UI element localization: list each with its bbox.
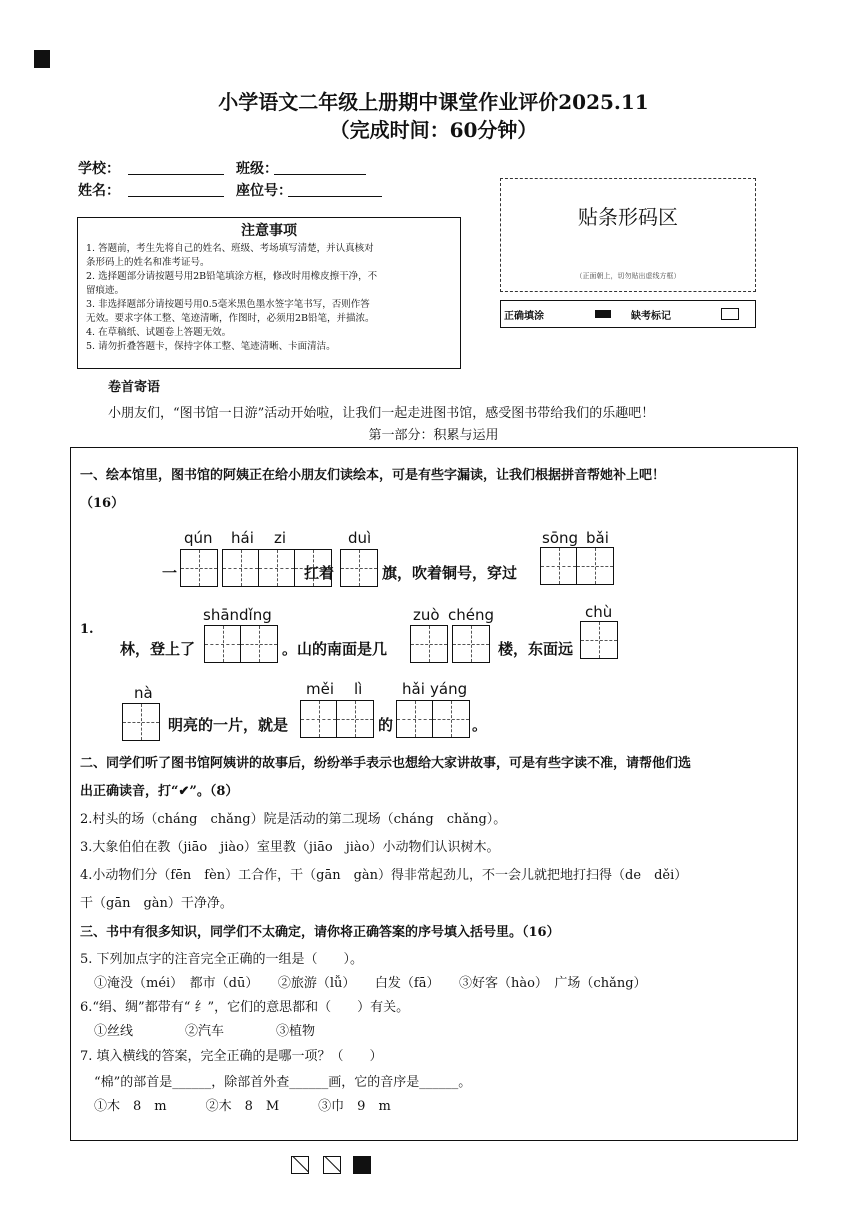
barcode-label: 贴条形码区 [578, 205, 678, 229]
sentence-text: 明亮的一片，就是 [168, 716, 289, 734]
sentence-text: 扛着 [304, 564, 335, 582]
preface-title: 卷首寄语 [108, 380, 161, 395]
tianzige-cell[interactable] [337, 701, 373, 737]
q2-heading-cont: 出正确读音，打“✔”。（8） [80, 784, 239, 799]
tianzige-group[interactable] [300, 700, 374, 738]
notice-list [78, 242, 460, 354]
preface-text: 小朋友们，“图书馆一日游”活动开始啦，让我们一起走进图书馆，感受图书带给我们的乐趣吧！ [108, 406, 655, 421]
tianzige-cell[interactable] [205, 626, 241, 662]
tianzige-cell[interactable] [411, 626, 447, 662]
tianzige-group[interactable] [452, 625, 490, 663]
pinyin: sōng [542, 529, 579, 547]
notice-box [77, 217, 461, 369]
q1-score: （16） [80, 496, 125, 511]
pinyin: bǎi [586, 529, 609, 547]
notice-item: 4. 在草稿纸、试题卷上答题无效。 [86, 327, 232, 338]
page-marker [291, 1156, 309, 1174]
sentence-text: 的 [378, 716, 394, 734]
tianzige-group[interactable] [410, 625, 448, 663]
tianzige-cell[interactable] [301, 701, 337, 737]
corner-marker [34, 50, 50, 68]
q7-question: 7. 填入横线的答案，完全正确的是哪一项？（ ） [80, 1049, 383, 1064]
pinyin: duì [348, 529, 372, 547]
sentence-text: 旗，吹着铜号，穿过 [382, 564, 518, 582]
pinyin: yáng [430, 680, 468, 698]
barcode-hint: （正面朝上，切勿贴出虚线方框） [575, 272, 681, 280]
q7-options: ①木 8 m ②木 8 M ③巾 9 m [94, 1099, 391, 1114]
pinyin: shāndǐng [203, 606, 272, 624]
tianzige-cell[interactable] [241, 626, 277, 662]
page-marker [323, 1156, 341, 1174]
q1-number: 1. [80, 622, 94, 637]
part-title: 第一部分：积累与运用 [368, 428, 499, 443]
notice-item: 3. 非选择题部分请按题号用0.5毫米黑色墨水签字笔书写，否则作答 [86, 299, 370, 310]
tianzige-cell[interactable] [341, 550, 377, 586]
q2-item: 干（gān gàn）干净净。 [80, 896, 233, 911]
tianzige-group[interactable] [180, 549, 218, 587]
pinyin: hǎi [402, 680, 425, 698]
notice-item: 留痕迹。 [86, 285, 125, 296]
pinyin: zuò [413, 606, 440, 624]
seat-field[interactable] [288, 196, 382, 197]
tianzige-cell[interactable] [181, 550, 217, 586]
tianzige-cell[interactable] [259, 550, 295, 586]
tianzige-group[interactable] [122, 703, 160, 741]
q2-heading: 二、同学们听了图书馆阿姨讲的故事后，纷纷举手表示也想给大家讲故事，可是有些字读不准，请帮他们选 [80, 756, 692, 771]
tianzige-group[interactable] [580, 621, 618, 659]
q5-options: ①淹没（méi） 都市（dū） ②旅游（lǚ） 白发（fā） ③好客（hào） 广场（chǎng） [94, 976, 647, 991]
class-label: 班级： [236, 161, 278, 177]
sentence-text: 楼，东面远 [498, 640, 574, 658]
q6-options: ①丝线 ②汽车 ③植物 [94, 1024, 316, 1039]
pinyin: chéng [448, 606, 495, 624]
pinyin: měi [306, 680, 335, 698]
tianzige-cell[interactable] [577, 548, 613, 584]
tianzige-cell[interactable] [123, 704, 159, 740]
notice-item: 无效。要求字体工整、笔迹清晰，作图时，必须用2B铅笔，并描浓。 [86, 313, 375, 324]
tianzige-cell[interactable] [223, 550, 259, 586]
name-label: 姓名： [78, 183, 120, 199]
page-subtitle: （完成时间：60分钟） [329, 118, 538, 142]
sentence-text: 一 [162, 564, 178, 582]
notice-item: 5. 请勿折叠答题卡，保持字体工整、笔迹清晰、卡面清洁。 [86, 341, 336, 352]
sentence-text: 林，登上了 [120, 640, 196, 658]
class-field[interactable] [274, 174, 366, 175]
q7-stem: “棉”的部首是______，除部首外查______画，它的音序是______。 [94, 1075, 472, 1090]
q2-item: 3.大象伯伯在教（jiāo jiào）室里教（jiāo jiào）小动物们认识树木。 [80, 840, 500, 855]
barcode-area[interactable] [500, 178, 756, 292]
q6-question: 6.“绢、绸”都带有“ 纟”，它们的意思都和（ ）有关。 [80, 1000, 410, 1015]
q3-heading: 三、书中有很多知识，同学们不太确定，请你将正确答案的序号填入括号里。（16） [80, 925, 560, 940]
q1-heading: 一、绘本馆里，图书馆的阿姨正在给小朋友们读绘本，可是有些字漏读，让我们根据拼音帮她补上吧！ [80, 468, 666, 483]
school-field[interactable] [128, 174, 224, 175]
tianzige-cell[interactable] [581, 622, 617, 658]
tianzige-cell[interactable] [541, 548, 577, 584]
absent-mark-label: 缺考标记 [631, 311, 671, 322]
tianzige-cell[interactable] [397, 701, 433, 737]
notice-item: 1. 答题前，考生先将自己的姓名、班级、考场填写清楚，并认真核对 [86, 243, 374, 254]
tianzige-group[interactable] [396, 700, 470, 738]
pinyin: qún [184, 529, 213, 547]
tianzige-group[interactable] [540, 547, 614, 585]
pinyin: lì [354, 680, 363, 698]
q2-item: 4.小动物们分（fēn fèn）工合作，干（gān gàn）得非常起劲儿，不一会儿就把地打扫得（de děi） [80, 868, 688, 883]
pinyin: zi [274, 529, 287, 547]
page-title: 小学语文二年级上册期中课堂作业评价2025.11 [218, 90, 649, 114]
tianzige-group[interactable] [204, 625, 278, 663]
pinyin: chù [585, 603, 613, 621]
pinyin: hái [231, 529, 254, 547]
tianzige-cell[interactable] [433, 701, 469, 737]
notice-item: 条形码上的姓名和准考证号。 [86, 257, 210, 268]
name-field[interactable] [128, 196, 224, 197]
q5-question: 5. 下列加点字的注音完全正确的一组是（ ）。 [80, 952, 364, 967]
pinyin: nà [134, 684, 153, 702]
school-label: 学校： [78, 161, 120, 177]
notice-title: 注意事项 [241, 223, 297, 239]
seat-label: 座位号： [236, 183, 292, 199]
q2-item: 2.村头的场（cháng chǎng）院是活动的第二现场（cháng chǎng）。 [80, 812, 507, 827]
sentence-text: 。山的南面是几 [282, 640, 388, 658]
fill-sample-box [500, 300, 756, 328]
page-marker [353, 1156, 371, 1174]
correct-fill-mark [595, 310, 611, 318]
tianzige-group[interactable] [340, 549, 378, 587]
sentence-text: 。 [472, 716, 488, 734]
absent-mark-box[interactable] [721, 308, 739, 320]
notice-item: 2. 选择题部分请按题号用2B铅笔填涂方框，修改时用橡皮擦干净，不 [86, 271, 378, 282]
tianzige-cell[interactable] [453, 626, 489, 662]
correct-fill-label: 正确填涂 [504, 311, 544, 322]
